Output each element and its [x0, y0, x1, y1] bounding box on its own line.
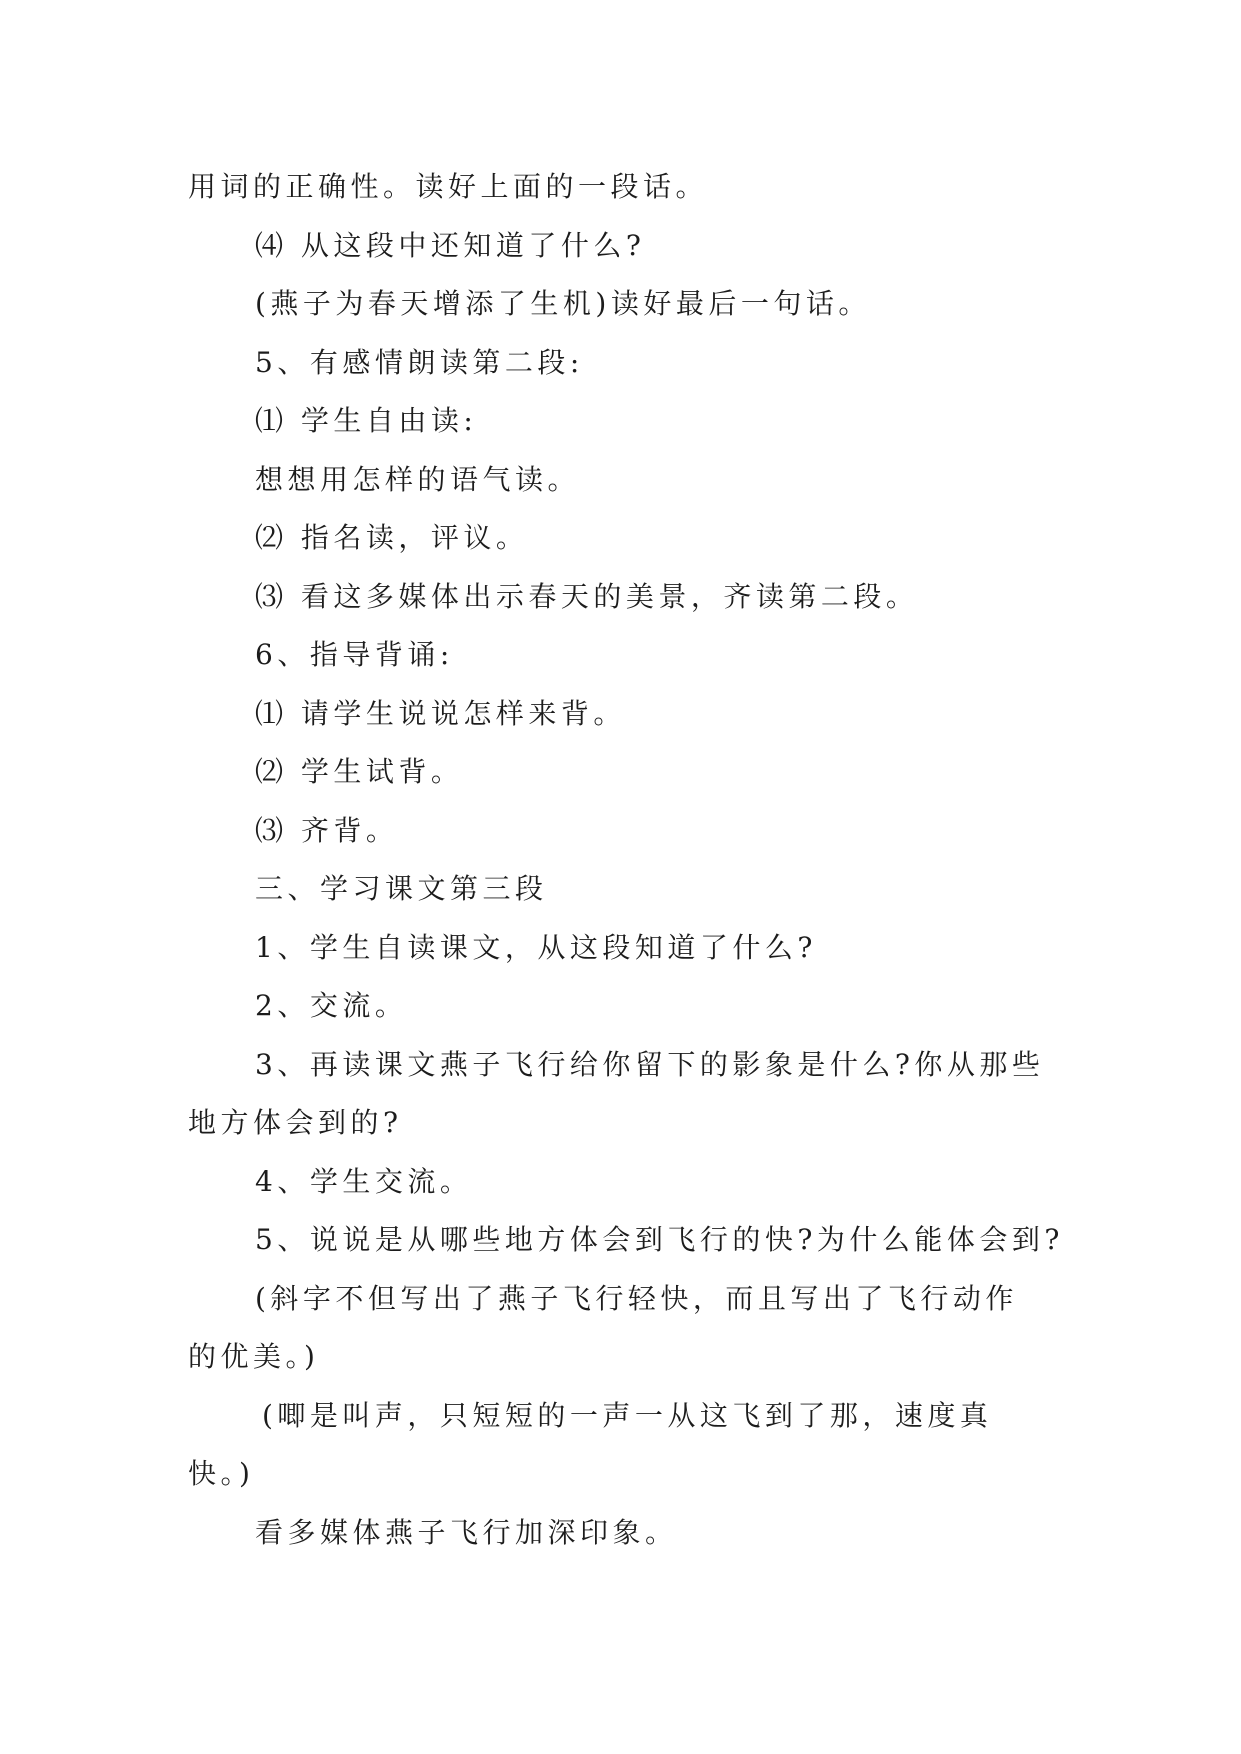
- text-line: ⑴ 学生自由读:: [255, 404, 478, 437]
- text-line: 4、学生交流。: [255, 1164, 473, 1198]
- document-body: [188, 158, 1064, 1562]
- text-line: ⑵ 指名读，评议。: [255, 521, 529, 554]
- text-line: 想想用怎样的语气读。: [255, 462, 581, 496]
- text-line: ⑶ 看这多媒体出示春天的美景，齐读第二段。: [255, 579, 919, 613]
- text-line: 的优美。): [188, 1340, 320, 1373]
- text-line: ⑵ 学生试背。: [255, 755, 464, 788]
- text-line: 地方体会到的?: [188, 1106, 403, 1139]
- text-line: 3、再读课文燕子飞行给你留下的影象是什么?你从那些: [255, 1047, 1045, 1081]
- section-heading: 三、学习课文第三段: [255, 872, 548, 905]
- text-line: 5、说说是从哪些地方体会到飞行的快?为什么能体会到?: [255, 1223, 1064, 1256]
- text-line: 2、交流。: [255, 989, 408, 1022]
- text-line: ⑶ 齐背。: [255, 813, 399, 847]
- text-line: (燕子为春天增添了生机)读好最后一句话。: [255, 287, 871, 320]
- text-line: (斜字不但写出了燕子飞行轻快，而且写出了飞行动作: [255, 1281, 1018, 1315]
- text-line: 看多媒体燕子飞行加深印象。: [255, 1515, 678, 1549]
- text-line: 快。): [188, 1457, 255, 1490]
- text-line: 5、有感情朗读第二段:: [255, 345, 584, 379]
- text-line: 用词的正确性。读好上面的一段话。: [188, 170, 709, 203]
- text-line: 6、指导背诵:: [255, 638, 454, 671]
- text-line: (唧是叫声，只短短的一声一从这飞到了那，速度真: [262, 1398, 993, 1432]
- text-line: 1、学生自读课文，从这段知道了什么?: [255, 930, 817, 964]
- text-line: ⑴ 请学生说说怎样来背。: [255, 696, 626, 730]
- text-line: ⑷ 从这段中还知道了什么?: [255, 228, 646, 262]
